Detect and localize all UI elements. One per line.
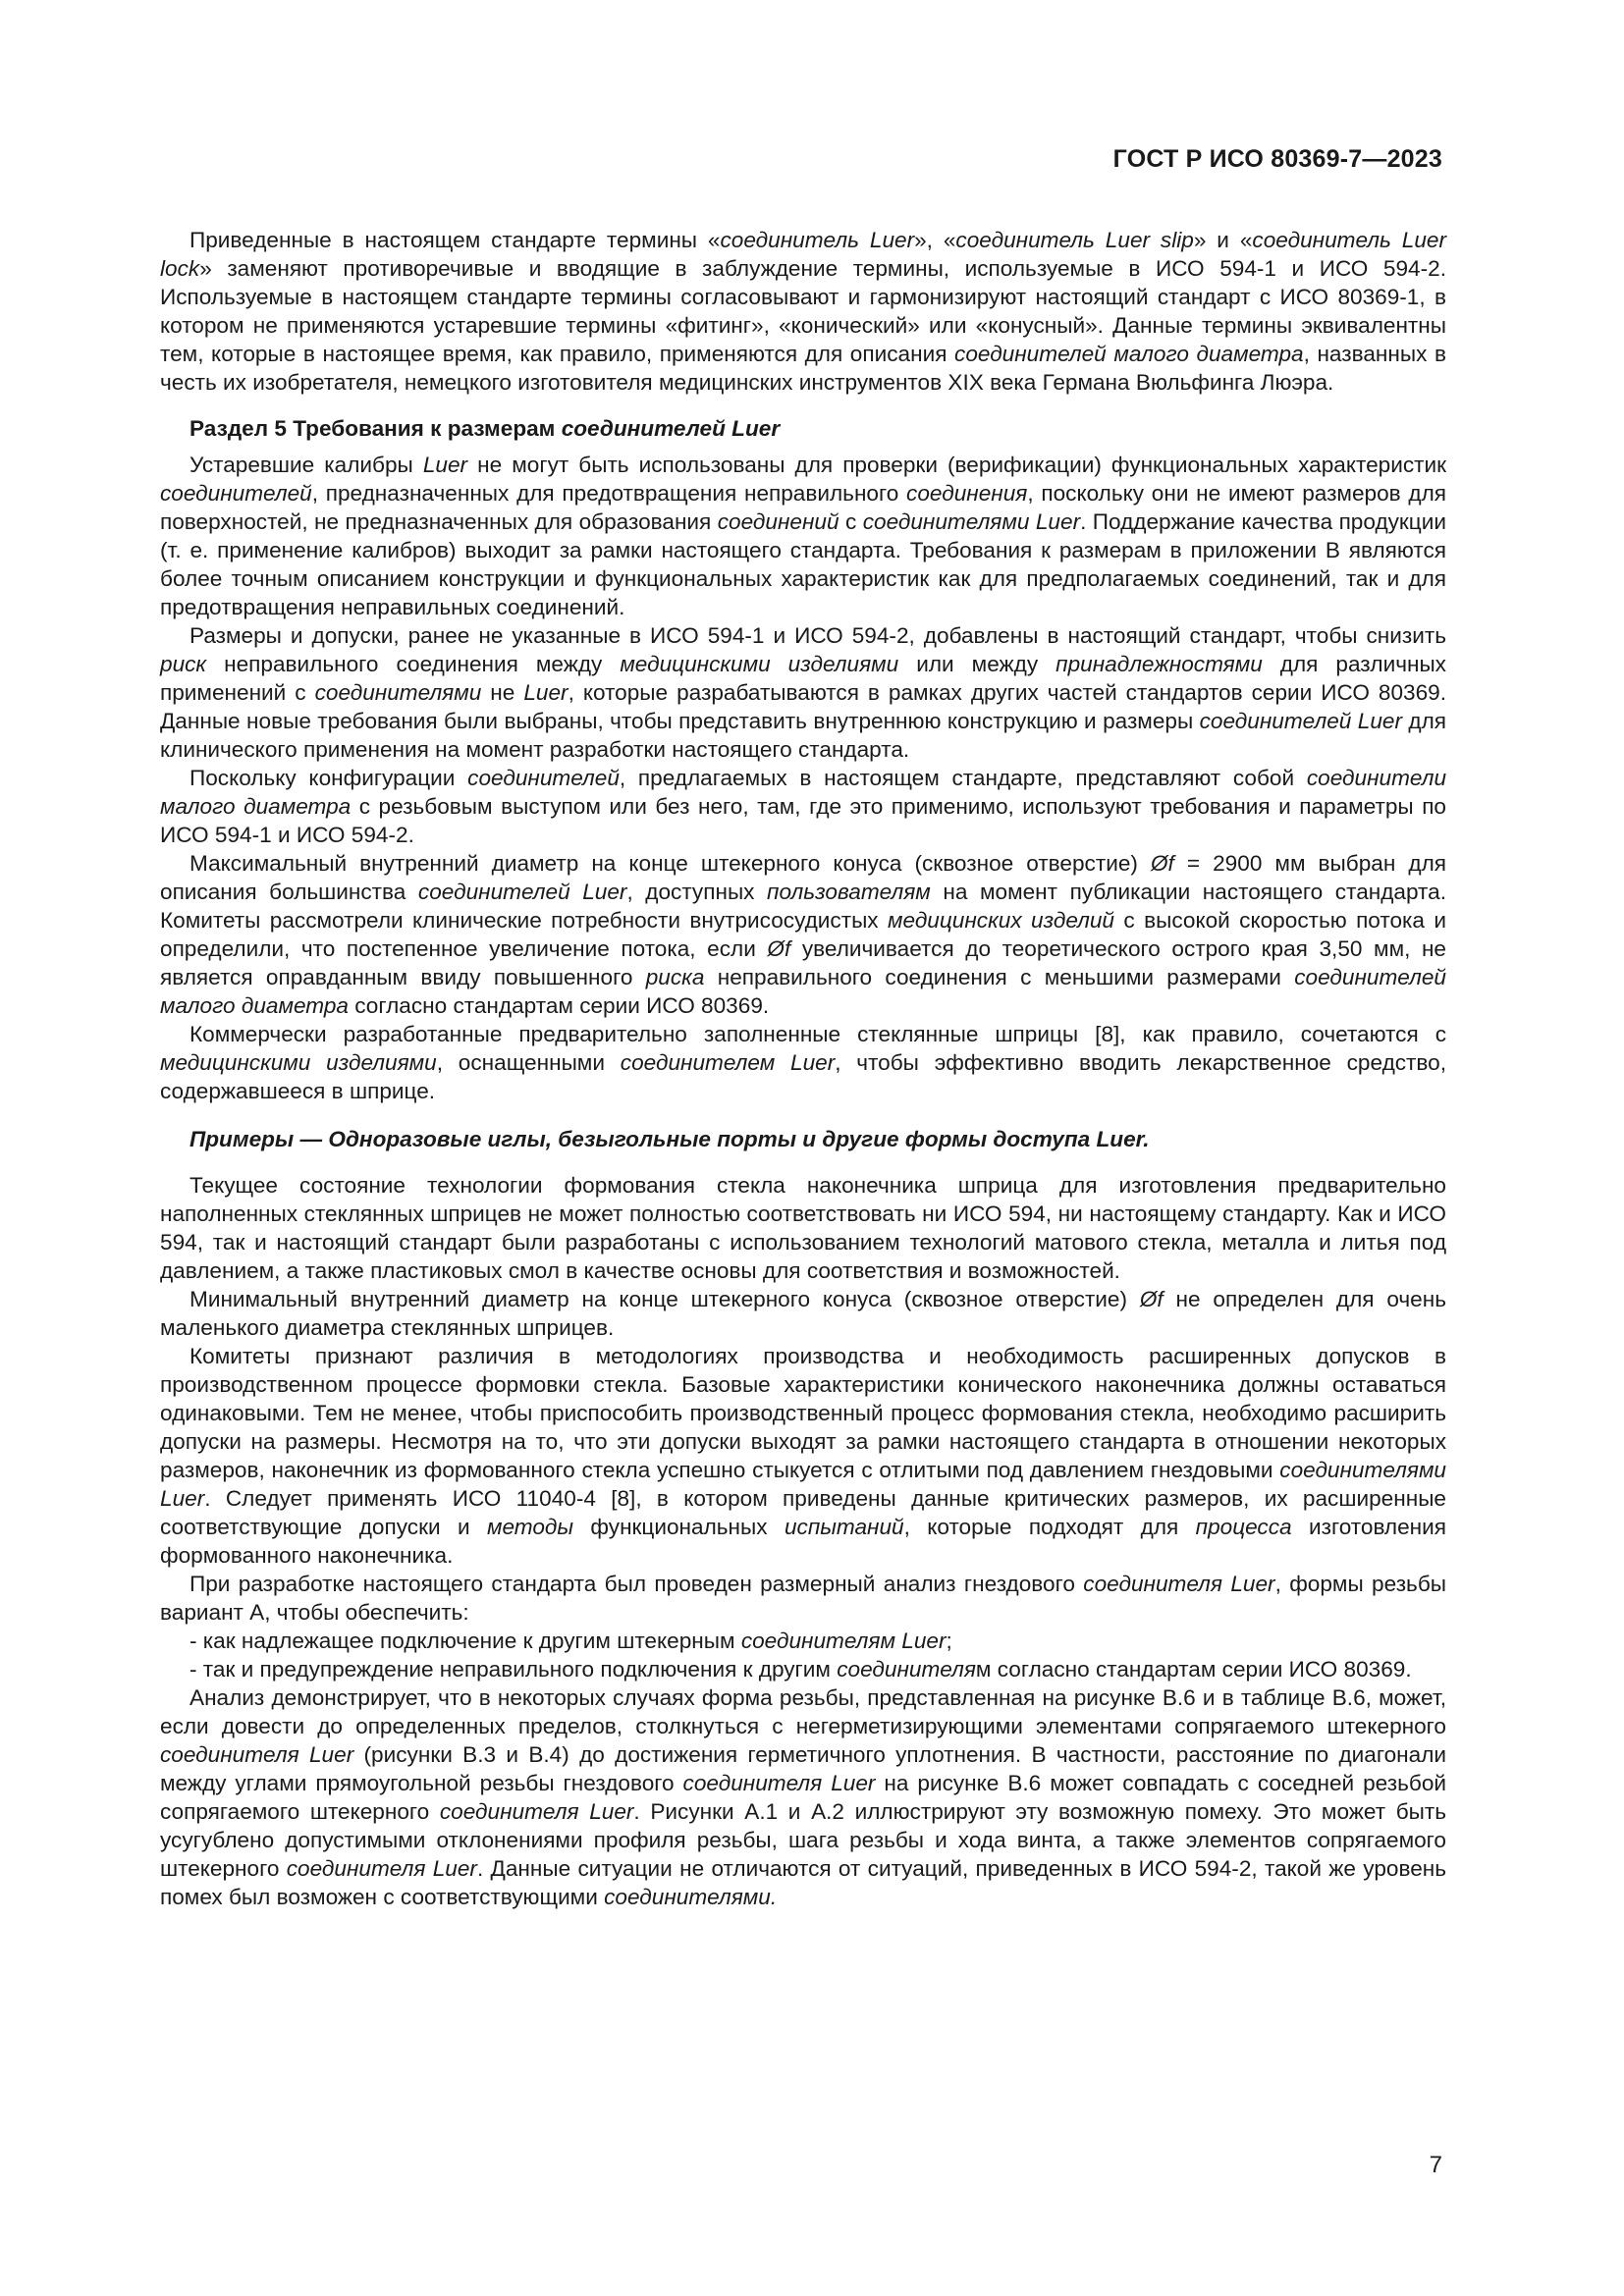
section-heading: Раздел 5 Требования к размерам соединителей Luer (189, 416, 781, 441)
examples-note: Примеры — Одноразовые иглы, безыгольные порты и другие формы доступа Luer. (189, 1127, 1150, 1151)
page-number: 7 (1429, 2152, 1442, 2178)
paragraph-syringes: Коммерчески разработанные предварительно заполненные стеклянные шприцы [8], как правило, сочетаются с медицинскими изделиями, оснащенными соединителем Luer, чтобы эффективно вводить лекарственное средство, содержавшееся в шприце. (160, 1022, 1446, 1103)
paragraph-configurations: Поскольку конфигурации соединителей, предлагаемых в настоящем стандарте, представляют собой соединители малого диаметра с резьбовым выступом или без него, там, где это применимо, используют требования и параметры по ИСО 594-1 и ИСО 594-2. (160, 766, 1447, 847)
document-body (160, 226, 1446, 1911)
paragraph-terms: Приведенные в настоящем стандарте термины «соединитель Luer», «соединитель Luer slip» и «соединитель Luer lock» заменяют противоречивые и вводящие в заблуждение термины, используемые в ИСО 594-1 и ИСО 594-2. Используемые в настоящем стандарте термины согласовывают и гармонизируют настоящий стандарт с ИСО 80369-1, в котором не применяются устаревшие термины «фитинг», «конический» или «конусный». Данные термины эквивалентны тем, которые в настоящее время, как правило, применяются для описания соединителей малого диаметра, названных в честь их изобретателя, немецкого изготовителя медицинских инструментов XIX века Германа Вюльфинга Люэра. (160, 228, 1447, 395)
paragraph-glass-technology: Текущее состояние технологии формования стекла наконечника шприца для изготовления предварительно наполненных стеклянных шприцев не может полностью соответствовать ни ИСО 594, ни настоящему стандарту. Как и ИСО 594, так и настоящий стандарт были разработаны с использованием технологий матового стекла, металла и литья под давлением, а также пластиковых смол в качестве основы для соответствия и возможностей. (160, 1173, 1446, 1283)
document-header: ГОСТ Р ИСО 80369-7—2023 (1112, 145, 1442, 173)
paragraph-dimensions: Размеры и допуски, ранее не указанные в ИСО 594-1 и ИСО 594-2, добавлены в настоящий стандарт, чтобы снизить риск неправильного соединения между медицинскими изделиями или между принадлежностями для различных применений с соединителями не Luer, которые разрабатываются в рамках других частей стандартов серии ИСО 80369. Данные новые требования были выбраны, чтобы представить внутреннюю конструкцию и размеры соединителей Luer для клинического применения на момент разработки настоящего стандарта. (160, 623, 1446, 762)
paragraph-gauges: Устаревшие калибры Luer не могут быть использованы для проверки (верификации) функциональных характеристик соединителей, предназначенных для предотвращения неправильного соединения, поскольку они не имеют размеров для поверхностей, не предназначенных для образования соединений с соединителями Luer. Поддержание качества продукции (т. е. применение калибров) выходит за рамки настоящего стандарта. Требования к размерам в приложении В являются более точным описанием конструкции и функциональных характеристик как для предполагаемых соединений, так и для предотвращения неправильных соединений. (160, 453, 1446, 619)
paragraph-analysis-results: Анализ демонстрирует, что в некоторых случаях форма резьбы, представленная на рисунке В.6 и в таблице В.6, может, если довести до определенных пределов, столкнуться с негерметизирующими элементами сопрягаемого штекерного соединителя Luer (рисунки В.3 и В.4) до достижения герметичного уплотнения. В частности, расстояние по диагонали между углами прямоугольной резьбы гнездового соединителя Luer на рисунке В.6 может совпадать с соседней резьбой сопрягаемого штекерного соединителя Luer. Рисунки А.1 и А.2 иллюстрируют эту возможную помеху. Это может быть усугублено допустимыми отклонениями профиля резьбы, шага резьбы и хода винта, а также элементов сопрягаемого штекерного соединителя Luer. Данные ситуации не отличаются от ситуаций, приведенных в ИСО 594-2, такой же уровень помех был возможен с соответствующими соединителями. (160, 1685, 1447, 1909)
list-item: - как надлежащее подключение к другим штекерным соединителям Luer; (189, 1629, 952, 1653)
paragraph-analysis-intro: При разработке настоящего стандарта был проведен размерный анализ гнездового соединителя Luer, формы резьбы вариант А, чтобы обеспечить: (160, 1572, 1447, 1625)
paragraph-committees: Комитеты признают различия в методологиях производства и необходимость расширенных допусков в производственном процессе формовки стекла. Базовые характеристики конического наконечника должны оставаться одинаковыми. Тем не менее, чтобы приспособить производственный процесс формования стекла, необходимо расширить допуски на размеры. Несмотря на то, что эти допуски выходят за рамки настоящего стандарта в отношении некоторых размеров, наконечник из формованного стекла успешно стыкуется с отлитыми под давлением гнездовыми соединителями Luer. Следует применять ИСО 11040-4 [8], в котором приведены данные критических размеров, их расширенные соответствующие допуски и методы функциональных испытаний, которые подходят для процесса изготовления формованного наконечника. (160, 1344, 1447, 1568)
paragraph-max-diameter: Максимальный внутренний диаметр на конце штекерного конуса (сквозное отверстие) Øf = 2900 мм выбран для описания большинства соединителей Luer, доступных пользователям на момент публикации настоящего стандарта. Комитеты рассмотрели клинические потребности внутрисосудистых медицинских изделий с высокой скоростью потока и определили, что постепенное увеличение потока, если Øf увеличивается до теоретического острого края 3,50 мм, не является оправданным ввиду повышенного риска неправильного соединения с меньшими размерами соединителей малого диаметра согласно стандартам серии ИСО 80369. (160, 851, 1447, 1018)
list-item: - так и предупреждение неправильного подключения к другим соединителям согласно стандартам серии ИСО 80369. (189, 1657, 1412, 1682)
paragraph-min-diameter: Минимальный внутренний диаметр на конце штекерного конуса (сквозное отверстие) Øf не определен для очень маленького диаметра стеклянных шприцев. (160, 1287, 1446, 1340)
